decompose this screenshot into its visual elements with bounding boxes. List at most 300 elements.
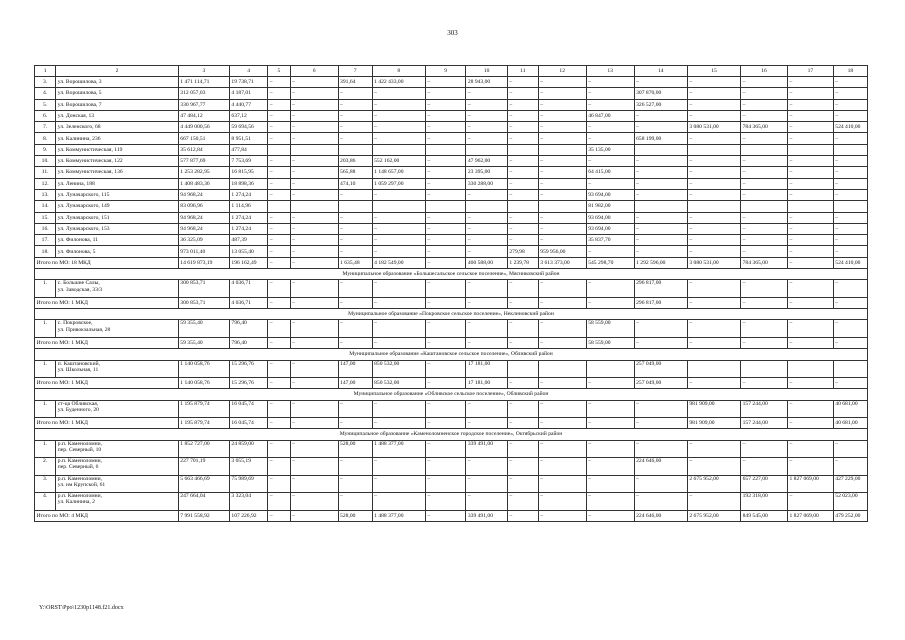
value-cell: – xyxy=(687,110,740,121)
value-cell: 477,84 xyxy=(229,144,267,155)
value-cell: – xyxy=(687,178,740,189)
value-cell: 657 227,00 xyxy=(741,475,788,493)
value-cell: – xyxy=(290,458,338,476)
value-cell: – xyxy=(538,458,586,476)
address-cell: ул. Ворошилова, 7 xyxy=(56,99,179,110)
total-row xyxy=(35,297,868,308)
value-cell: – xyxy=(634,212,687,223)
value-cell: – xyxy=(538,400,586,418)
value-cell: 1 471 114,71 xyxy=(178,77,229,88)
value-cell: – xyxy=(787,122,833,133)
value-cell: – xyxy=(586,440,634,458)
total-cell: 479 252,00 xyxy=(833,510,867,521)
value-cell: – xyxy=(833,88,867,99)
value-cell: – xyxy=(466,235,508,246)
value-cell: – xyxy=(425,280,465,298)
value-cell: – xyxy=(833,167,867,178)
value-cell: 28 943,00 xyxy=(466,77,508,88)
value-cell: 15 296,76 xyxy=(229,360,267,378)
footer-file-path: Y:\ORST\Ppo\1230p1148.f21.docx xyxy=(39,605,124,611)
value-cell: – xyxy=(466,493,508,511)
section-title: Муниципальное образование «Большесальское сельское поселение», Мясниковский район xyxy=(35,269,868,280)
value-cell: – xyxy=(787,223,833,234)
value-cell: – xyxy=(787,178,833,189)
value-cell xyxy=(507,201,538,212)
value-cell: 94 968,24 xyxy=(178,212,229,223)
value-cell xyxy=(787,360,833,378)
column-header: 7 xyxy=(338,66,372,77)
value-cell: – xyxy=(372,458,425,476)
value-cell: 981 909,00 xyxy=(687,400,740,418)
value-cell: – xyxy=(787,156,833,167)
value-cell: – xyxy=(338,400,372,418)
row-number-cell: 3. xyxy=(35,77,56,88)
total-cell: – xyxy=(538,418,586,429)
value-cell: 81 982,00 xyxy=(586,201,634,212)
value-cell: – xyxy=(741,156,788,167)
total-cell: – xyxy=(634,418,687,429)
table-row xyxy=(35,122,868,133)
value-cell: – xyxy=(687,167,740,178)
value-cell: – xyxy=(466,223,508,234)
value-cell: – xyxy=(268,77,290,88)
value-cell xyxy=(466,201,508,212)
value-cell: – xyxy=(268,400,290,418)
row-number-cell: 9. xyxy=(35,144,56,155)
value-cell xyxy=(741,201,788,212)
value-cell: – xyxy=(538,122,586,133)
total-cell: 545 298,70 xyxy=(586,257,634,268)
table-row xyxy=(35,178,868,189)
value-cell xyxy=(787,144,833,155)
value-cell: – xyxy=(634,400,687,418)
total-cell: 16 045,74 xyxy=(229,418,267,429)
total-label: Итого по МО: 4 МКД xyxy=(35,510,179,521)
header-row xyxy=(35,66,868,77)
value-cell: – xyxy=(507,235,538,246)
value-cell xyxy=(634,201,687,212)
value-cell: – xyxy=(787,440,833,458)
address-cell: п. Каштановский, ул. Школьная, 11 xyxy=(56,360,179,378)
total-cell: 339 491,00 xyxy=(466,510,508,521)
value-cell: 3 323,04 xyxy=(229,493,267,511)
value-cell: 94 968,24 xyxy=(178,223,229,234)
value-cell: – xyxy=(507,110,538,121)
value-cell: – xyxy=(268,99,290,110)
total-cell: – xyxy=(372,337,425,348)
row-number-cell: 13. xyxy=(35,189,56,200)
value-cell: 257 049,00 xyxy=(634,360,687,378)
value-cell: 46 847,00 xyxy=(586,110,634,121)
value-cell: – xyxy=(538,189,586,200)
value-cell: 203,86 xyxy=(338,156,372,167)
address-cell: ул. Луначарского, 151 xyxy=(56,212,179,223)
total-cell: – xyxy=(634,337,687,348)
value-cell: – xyxy=(290,475,338,493)
total-row xyxy=(35,337,868,348)
section-title: Муниципальное образование «Обливское сельское поселение», Обливский район xyxy=(35,389,868,400)
section-header-row xyxy=(35,429,868,440)
value-cell: – xyxy=(687,223,740,234)
total-cell: – xyxy=(290,297,338,308)
value-cell xyxy=(833,201,867,212)
value-cell: – xyxy=(268,178,290,189)
value-cell: – xyxy=(507,223,538,234)
value-cell: – xyxy=(538,110,586,121)
value-cell: – xyxy=(687,212,740,223)
value-cell: 427 229,00 xyxy=(833,475,867,493)
section-header-row xyxy=(35,389,868,400)
value-cell: – xyxy=(338,280,372,298)
table-row xyxy=(35,458,868,476)
value-cell: – xyxy=(425,440,465,458)
value-cell: – xyxy=(741,99,788,110)
value-cell: – xyxy=(425,99,465,110)
value-cell: 528,00 xyxy=(338,440,372,458)
value-cell: – xyxy=(687,99,740,110)
value-cell: – xyxy=(290,178,338,189)
value-cell: 1 148 657,00 xyxy=(372,167,425,178)
value-cell xyxy=(338,144,372,155)
total-cell: 524 410,00 xyxy=(833,257,867,268)
total-cell: – xyxy=(425,510,465,521)
table-row xyxy=(35,88,868,99)
value-cell: – xyxy=(634,475,687,493)
row-number-cell: 7. xyxy=(35,122,56,133)
value-cell xyxy=(634,144,687,155)
value-cell xyxy=(372,144,425,155)
total-cell: – xyxy=(586,297,634,308)
total-cell: 196 162,49 xyxy=(229,257,267,268)
column-header: 12 xyxy=(538,66,586,77)
column-header: 15 xyxy=(687,66,740,77)
value-cell: – xyxy=(290,167,338,178)
value-cell: 1 274,24 xyxy=(229,212,267,223)
value-cell: 35 837,70 xyxy=(586,235,634,246)
total-cell: – xyxy=(290,418,338,429)
value-cell: – xyxy=(507,178,538,189)
row-number-cell: 1. xyxy=(35,440,56,458)
value-cell: 75 989,69 xyxy=(229,475,267,493)
value-cell: – xyxy=(787,246,833,257)
total-label: Итого по МО: 1 МКД xyxy=(35,337,179,348)
value-cell: – xyxy=(425,122,465,133)
value-cell: – xyxy=(586,122,634,133)
total-cell: – xyxy=(268,297,290,308)
total-cell: 1 635,48 xyxy=(338,257,372,268)
table-row xyxy=(35,212,868,223)
value-cell: – xyxy=(787,110,833,121)
value-cell: – xyxy=(538,99,586,110)
total-cell: – xyxy=(538,297,586,308)
total-cell: – xyxy=(268,337,290,348)
value-cell xyxy=(290,144,338,155)
total-row xyxy=(35,510,868,521)
value-cell: – xyxy=(372,320,425,338)
total-cell: 981 909,00 xyxy=(687,418,740,429)
value-cell: – xyxy=(833,246,867,257)
total-cell: – xyxy=(507,510,538,521)
value-cell: – xyxy=(268,246,290,257)
value-cell: – xyxy=(741,223,788,234)
address-cell: р.п. Каменоломни, ул. Калинина, 2 xyxy=(56,493,179,511)
value-cell: – xyxy=(425,133,465,144)
value-cell: – xyxy=(833,99,867,110)
value-cell: – xyxy=(372,122,425,133)
value-cell xyxy=(586,360,634,378)
value-cell: – xyxy=(741,77,788,88)
value-cell: 1 408 483,36 xyxy=(178,178,229,189)
column-header: 1 xyxy=(35,66,56,77)
column-header: 10 xyxy=(466,66,508,77)
value-cell: – xyxy=(338,133,372,144)
total-cell: 849 545,00 xyxy=(741,510,788,521)
table-row xyxy=(35,77,868,88)
value-cell: – xyxy=(586,246,634,257)
value-cell: 16 045,74 xyxy=(229,400,267,418)
column-header: 2 xyxy=(56,66,179,77)
total-cell: – xyxy=(507,418,538,429)
value-cell: 300 853,71 xyxy=(178,280,229,298)
value-cell xyxy=(268,144,290,155)
value-cell: – xyxy=(538,280,586,298)
address-cell: ул. Донская, 13 xyxy=(56,110,179,121)
value-cell: – xyxy=(507,400,538,418)
value-cell: 13 055,40 xyxy=(229,246,267,257)
value-cell: – xyxy=(290,133,338,144)
row-number-cell: 15. xyxy=(35,212,56,223)
value-cell: – xyxy=(466,99,508,110)
value-cell: – xyxy=(538,440,586,458)
table-row xyxy=(35,223,868,234)
value-cell: – xyxy=(268,360,290,378)
value-cell: 8 951,51 xyxy=(229,133,267,144)
row-number-cell: 16. xyxy=(35,223,56,234)
value-cell: 93 694,00 xyxy=(586,223,634,234)
total-cell: – xyxy=(687,297,740,308)
row-number-cell: 5. xyxy=(35,99,56,110)
value-cell: – xyxy=(466,458,508,476)
value-cell: – xyxy=(507,475,538,493)
value-cell: – xyxy=(290,320,338,338)
address-cell: ул. Коммунистическая, 136 xyxy=(56,167,179,178)
register-table-container xyxy=(34,65,868,522)
value-cell: – xyxy=(586,133,634,144)
value-cell: – xyxy=(372,133,425,144)
value-cell: – xyxy=(586,400,634,418)
value-cell: 18 898,36 xyxy=(229,178,267,189)
value-cell: – xyxy=(507,88,538,99)
total-cell: 1 292 596,00 xyxy=(634,257,687,268)
value-cell: – xyxy=(833,77,867,88)
table-row xyxy=(35,320,868,338)
value-cell: – xyxy=(586,475,634,493)
value-cell: – xyxy=(268,223,290,234)
value-cell xyxy=(268,201,290,212)
total-cell: – xyxy=(787,378,833,389)
total-cell: 3 613 373,00 xyxy=(538,257,586,268)
section-header-row xyxy=(35,349,868,360)
value-cell: 59 355,40 xyxy=(178,320,229,338)
value-cell: – xyxy=(425,400,465,418)
value-cell: 391,64 xyxy=(338,77,372,88)
value-cell: 35 135,00 xyxy=(586,144,634,155)
value-cell: – xyxy=(372,493,425,511)
total-cell: – xyxy=(338,337,372,348)
value-cell: 1 488 377,00 xyxy=(372,440,425,458)
section-title: Муниципальное образование «Каменоломненское городское поселение», Октябрьский район xyxy=(35,429,868,440)
value-cell: – xyxy=(466,475,508,493)
total-label: Итого по МО: 1 МКД xyxy=(35,378,179,389)
value-cell: 64 415,00 xyxy=(586,167,634,178)
address-cell: с. Покровское, ул. Привокзальная, 28 xyxy=(56,320,179,338)
value-cell: 3 055,19 xyxy=(229,458,267,476)
value-cell: – xyxy=(634,189,687,200)
total-cell: – xyxy=(290,378,338,389)
total-row xyxy=(35,257,868,268)
value-cell: – xyxy=(425,167,465,178)
table-row xyxy=(35,110,868,121)
value-cell: – xyxy=(634,235,687,246)
value-cell: 4 187,01 xyxy=(229,88,267,99)
section-title: Муниципальное образование «Каштановское сельское поселение», Обливский район xyxy=(35,349,868,360)
total-cell: 59 355,40 xyxy=(178,337,229,348)
table-row xyxy=(35,144,868,155)
value-cell: 4 036,71 xyxy=(229,280,267,298)
value-cell: – xyxy=(741,110,788,121)
total-cell: – xyxy=(787,337,833,348)
value-cell xyxy=(833,360,867,378)
value-cell: 339 491,00 xyxy=(466,440,508,458)
total-cell: 15 296,76 xyxy=(229,378,267,389)
value-cell: – xyxy=(833,320,867,338)
value-cell: 973 011,40 xyxy=(178,246,229,257)
value-cell: 224 646,00 xyxy=(634,458,687,476)
total-cell: – xyxy=(338,418,372,429)
value-cell: – xyxy=(290,223,338,234)
total-cell: – xyxy=(741,297,788,308)
value-cell: – xyxy=(741,458,788,476)
value-cell: – xyxy=(425,156,465,167)
value-cell: – xyxy=(741,212,788,223)
value-cell: – xyxy=(466,246,508,257)
value-cell: – xyxy=(687,77,740,88)
total-cell: – xyxy=(507,337,538,348)
value-cell xyxy=(425,201,465,212)
value-cell: – xyxy=(268,133,290,144)
value-cell: – xyxy=(687,235,740,246)
address-cell: р.п. Каменоломни, пер. Северный, 6 xyxy=(56,458,179,476)
value-cell: 83 096,96 xyxy=(178,201,229,212)
total-cell: – xyxy=(833,297,867,308)
value-cell: – xyxy=(787,189,833,200)
total-cell: 528,00 xyxy=(338,510,372,521)
value-cell: – xyxy=(833,458,867,476)
value-cell: – xyxy=(338,475,372,493)
value-cell: – xyxy=(425,189,465,200)
value-cell: – xyxy=(507,77,538,88)
row-number-cell: 1. xyxy=(35,280,56,298)
value-cell xyxy=(741,360,788,378)
value-cell: – xyxy=(290,493,338,511)
value-cell: – xyxy=(338,246,372,257)
value-cell: – xyxy=(741,167,788,178)
column-header: 14 xyxy=(634,66,687,77)
value-cell: 330 967,77 xyxy=(178,99,229,110)
value-cell: – xyxy=(507,493,538,511)
value-cell: – xyxy=(507,440,538,458)
address-cell: ул. Луначарского, 153 xyxy=(56,223,179,234)
value-cell: 959 956,00 xyxy=(538,246,586,257)
value-cell: – xyxy=(634,167,687,178)
value-cell: 23 395,00 xyxy=(466,167,508,178)
value-cell xyxy=(338,201,372,212)
value-cell: – xyxy=(466,212,508,223)
total-label: Итого по МО: 18 МКД xyxy=(35,257,179,268)
value-cell: – xyxy=(787,320,833,338)
value-cell: 7 753,69 xyxy=(229,156,267,167)
value-cell: – xyxy=(372,88,425,99)
table-row xyxy=(35,201,868,212)
table-row xyxy=(35,189,868,200)
value-cell: – xyxy=(425,212,465,223)
value-cell: – xyxy=(268,475,290,493)
value-cell xyxy=(290,201,338,212)
value-cell: 52 023,00 xyxy=(833,493,867,511)
value-cell: – xyxy=(741,440,788,458)
value-cell: – xyxy=(538,167,586,178)
value-cell: – xyxy=(634,440,687,458)
value-cell: 4 449 000,56 xyxy=(178,122,229,133)
value-cell: – xyxy=(634,493,687,511)
value-cell: 19 738,71 xyxy=(229,77,267,88)
value-cell: – xyxy=(787,212,833,223)
value-cell: – xyxy=(507,99,538,110)
total-cell: – xyxy=(833,378,867,389)
value-cell: – xyxy=(268,280,290,298)
value-cell: – xyxy=(290,189,338,200)
value-cell: – xyxy=(687,156,740,167)
value-cell: 36 325,09 xyxy=(178,235,229,246)
value-cell: 17 181,00 xyxy=(466,360,508,378)
value-cell: – xyxy=(833,178,867,189)
value-cell: – xyxy=(538,493,586,511)
value-cell xyxy=(507,360,538,378)
value-cell: 326 527,00 xyxy=(634,99,687,110)
value-cell: – xyxy=(634,122,687,133)
value-cell: – xyxy=(787,167,833,178)
register-table xyxy=(34,65,868,522)
value-cell: 784 365,00 xyxy=(741,122,788,133)
value-cell xyxy=(466,144,508,155)
value-cell: – xyxy=(833,212,867,223)
value-cell: – xyxy=(687,440,740,458)
table-row xyxy=(35,440,868,458)
total-cell: – xyxy=(290,510,338,521)
total-cell: 3 080 531,00 xyxy=(687,257,740,268)
total-cell: – xyxy=(787,297,833,308)
value-cell: 247 664,04 xyxy=(178,493,229,511)
total-cell: – xyxy=(290,337,338,348)
value-cell: – xyxy=(290,88,338,99)
value-cell: – xyxy=(507,167,538,178)
value-cell: 16 815,95 xyxy=(229,167,267,178)
value-cell: – xyxy=(290,400,338,418)
value-cell: – xyxy=(741,189,788,200)
table-row xyxy=(35,280,868,298)
value-cell: – xyxy=(338,122,372,133)
row-number-cell: 1. xyxy=(35,320,56,338)
